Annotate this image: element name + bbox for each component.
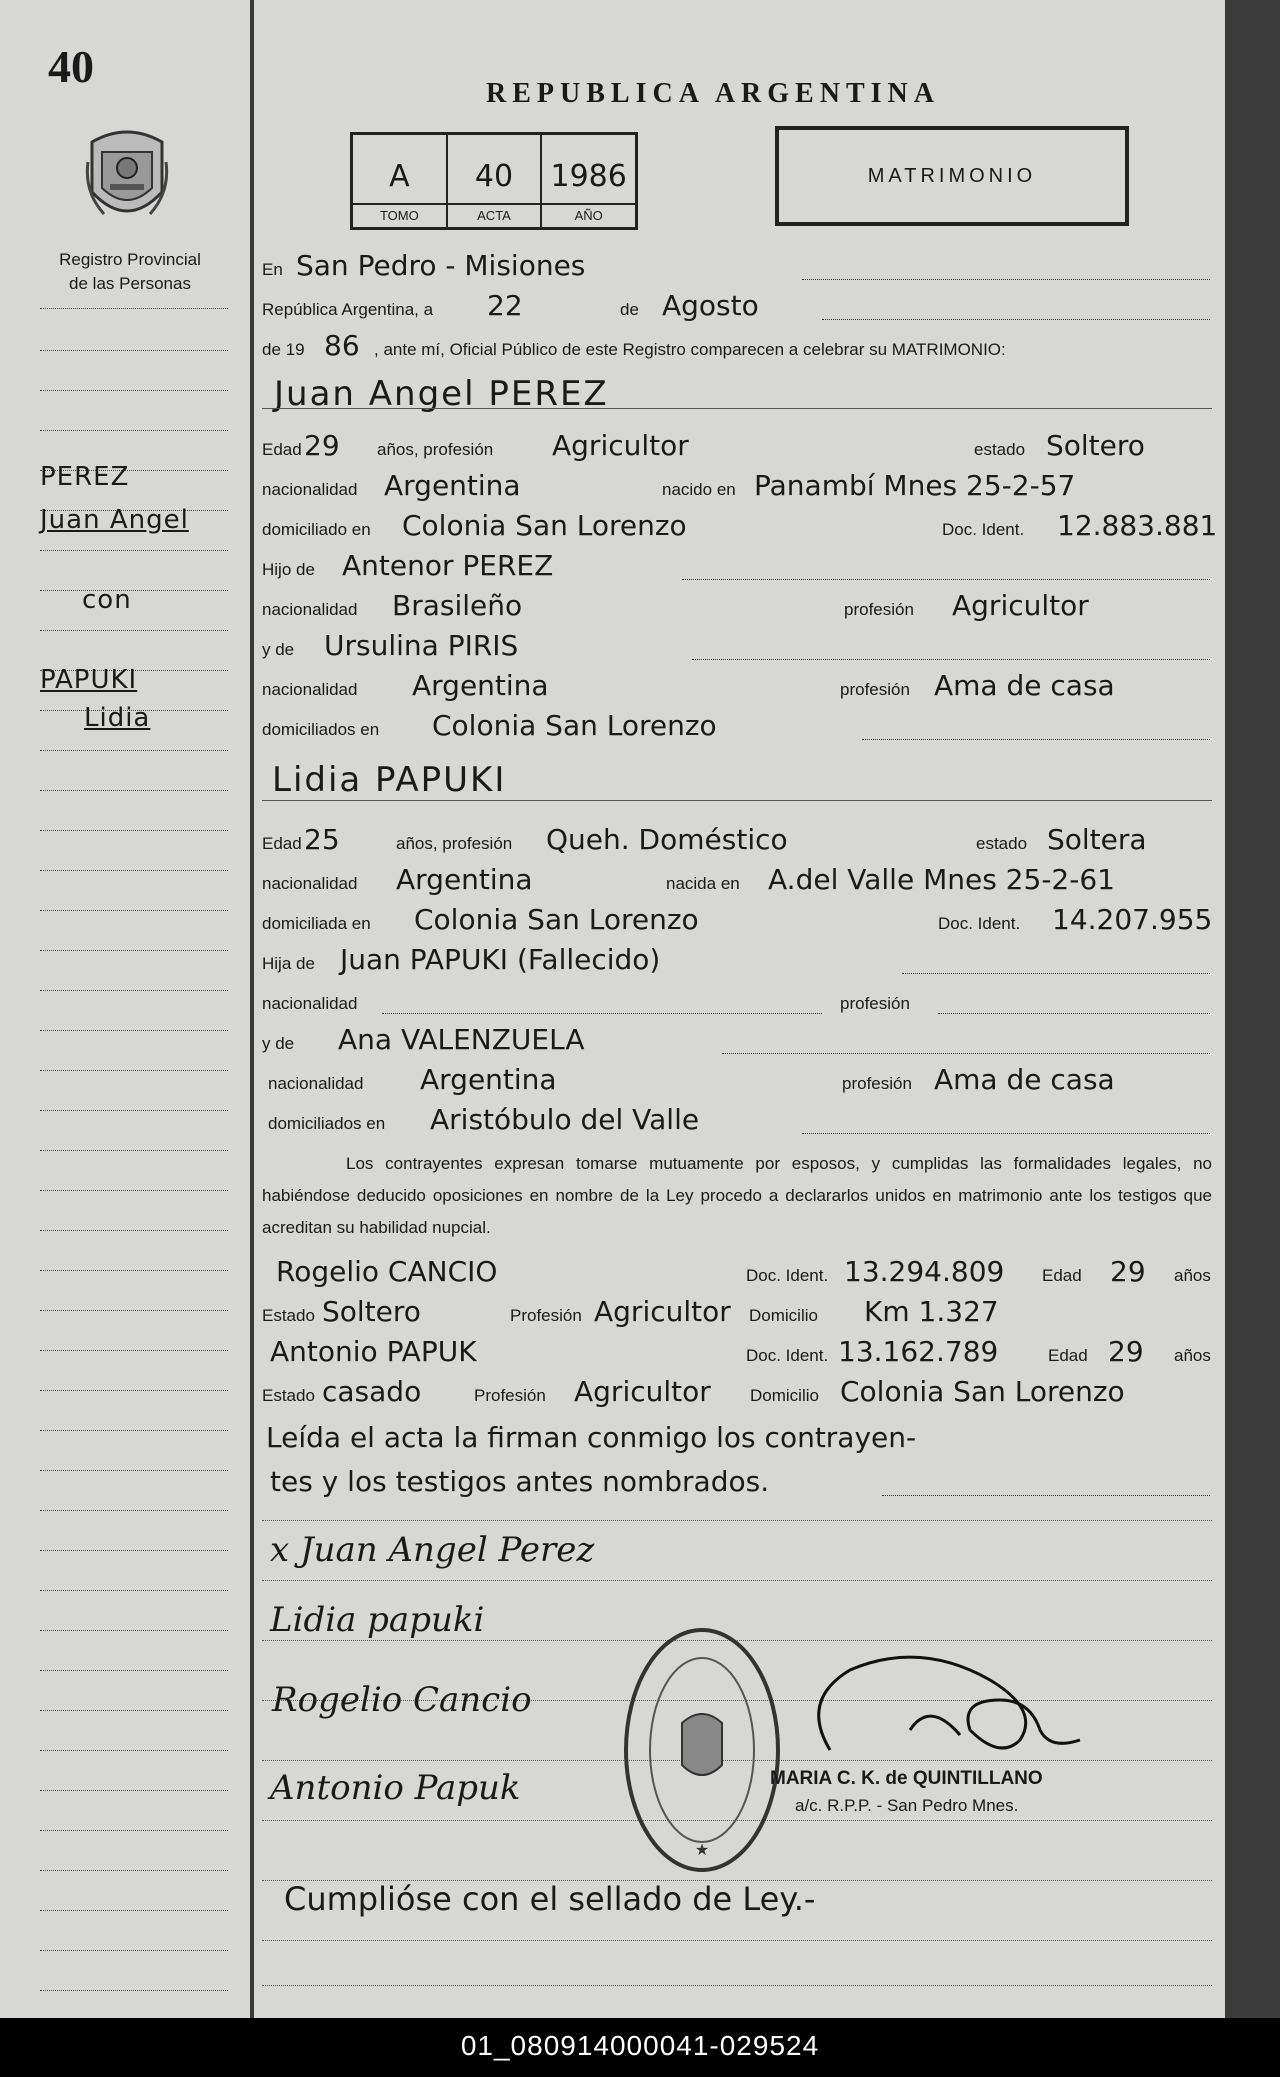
dotted-line [822,319,1210,320]
groom-nacido: Panambí Mnes 25-2-57 [754,469,1076,502]
bride-edad-row [262,822,1212,858]
estado-label: estado [974,440,1026,459]
ruled-line [262,408,1212,409]
bride-madre-nacionalidad: Argentina [420,1063,557,1096]
groom-madre-row [262,628,1212,664]
margin-dotline [40,1190,228,1191]
margin-dotline [40,308,228,309]
witness1-profesion: Agricultor [594,1295,731,1328]
domiciliados-label: domiciliados en [262,720,380,739]
dotted-line [692,659,1210,660]
margin-name-2: Lidia [84,703,151,733]
tomo-value: A [389,159,410,194]
edad-label: Edad [262,834,302,853]
margin-dotline [40,1670,228,1671]
ano-label: AÑO [542,203,635,227]
margin-dotline [40,1950,228,1951]
groom-padre-profesion: Agricultor [952,589,1089,622]
column-divider [250,0,254,2018]
scan-file-id: 01_080914000041-029524 [460,2030,820,2061]
dotted-line [862,739,1210,740]
margin-dotline [40,1470,228,1471]
year-label: de 19 [262,340,305,359]
dotted-line [722,1053,1210,1054]
closing-line-2: tes y los testigos antes nombrados. [270,1465,770,1498]
dotted-line [682,579,1210,580]
witness2-domicilio: Colonia San Lorenzo [840,1375,1125,1408]
groom-padres-domicilio: Colonia San Lorenzo [432,709,717,742]
margin-dotline [40,1830,228,1831]
witness2-name: Antonio PAPUK [270,1335,477,1368]
svg-text:★: ★ [694,1842,710,1859]
margin-dotline [40,1310,228,1311]
ano-value: 1986 [550,159,627,194]
margin-dotline [40,1710,228,1711]
margin-dotline [40,990,228,991]
hijo-label: Hijo de [262,560,315,579]
domicilio-label: Domicilio [749,1306,818,1325]
republica-label: República Argentina, a [262,300,434,319]
signature-witness1: Rogelio Cancio [272,1680,532,1720]
profesion-label: Profesión [474,1386,546,1405]
bride-doc: 14.207.955 [1052,903,1213,936]
margin-dotline [40,1430,228,1431]
profesion-label: profesión [842,1074,912,1093]
official-stamp-role: a/c. R.P.P. - San Pedro Mnes. [795,1796,1019,1815]
margin-con: con [82,585,132,615]
acta-label: ACTA [448,203,541,227]
nacionalidad-label: nacionalidad [262,480,358,499]
witness1-detail-row [262,1294,1212,1330]
groom-edad: 29 [304,429,340,462]
groom-padre-nacionalidad: Brasileño [392,589,523,622]
dotted-line [902,973,1210,974]
margin-dotline [40,630,228,631]
nacionalidad-label: nacionalidad [262,874,358,893]
margin-dotline [40,1750,228,1751]
margin-dotline [40,790,228,791]
nacionalidad-label: nacionalidad [262,600,358,619]
edad-label: Edad [1042,1266,1082,1285]
ruled-line [262,1580,1212,1581]
closing-line-1-row [262,1414,1212,1456]
groom-estado: Soltero [1046,429,1145,462]
intro-month: Agosto [662,289,759,322]
groom-nac-row [262,468,1212,504]
margin-dotline [40,1030,228,1031]
groom-padre: Antenor PEREZ [342,549,554,582]
act-type-box: MATRIMONIO [775,126,1129,226]
doc-label: Doc. Ident. [938,914,1021,933]
margin-dotline [40,350,228,351]
dotted-line [802,279,1210,280]
nacida-label: nacida en [666,874,740,893]
margin-surname-2: PAPUKI [40,665,138,695]
bride-padre: Juan PAPUKI (Fallecido) [340,943,661,976]
tomo-label: TOMO [353,203,446,227]
margin-dotline [40,1630,228,1631]
de-label: de [620,300,639,319]
anos-label: años [1174,1346,1211,1365]
nacionalidad-label: nacionalidad [262,994,358,1013]
dotted-line [938,1013,1210,1014]
intro-place-row [262,248,1212,284]
witness1-doc: 13.294.809 [844,1255,1005,1288]
registry-label-line2: de las Personas [69,274,191,293]
domiciliada-label: domiciliada en [262,914,371,933]
margin-dotline [40,1550,228,1551]
bride-name: Lidia PAPUKI [272,760,507,800]
witness2-detail-row [262,1374,1212,1410]
groom-name: Juan Angel PEREZ [274,374,609,414]
signature-groom: x Juan Angel Perez [270,1530,595,1570]
margin-surname-1: PEREZ [40,462,130,492]
groom-domicilio: Colonia San Lorenzo [402,509,687,542]
doc-label: Doc. Ident. [746,1266,829,1285]
profesion-label: profesión [840,680,910,699]
margin-dotline [40,950,228,951]
groom-madre-nac-row [262,668,1212,704]
anos-label: años [1174,1266,1211,1285]
bride-profesion: Queh. Doméstico [546,823,788,856]
witness1-estado: Soltero [322,1295,421,1328]
bride-edad: 25 [304,823,340,856]
dotted-line [382,1013,822,1014]
profesion-label: profesión [844,600,914,619]
groom-madre-profesion: Ama de casa [934,669,1115,702]
intro-year: 86 [324,329,360,362]
signature-bride: Lidia papuki [270,1600,485,1640]
bride-nacida: A.del Valle Mnes 25-2-61 [768,863,1115,896]
dotted-line [882,1495,1210,1496]
groom-nacionalidad: Argentina [384,469,521,502]
groom-padre-row [262,548,1212,584]
margin-dotline [40,1510,228,1511]
anos-profesion-label: años, profesión [396,834,513,853]
bride-domicilio: Colonia San Lorenzo [414,903,699,936]
witness2-estado: casado [322,1375,422,1408]
ruled-line [262,800,1212,801]
margin-dotline [40,1270,228,1271]
margin-dotline [40,1590,228,1591]
margin-dotline [40,910,228,911]
dotted-line [802,1133,1210,1134]
domiciliados-label: domiciliados en [268,1114,386,1133]
bride-padres-domicilio: Aristóbulo del Valle [430,1103,700,1136]
margin-dotline [40,1230,228,1231]
witness2-row [262,1334,1212,1370]
margin-dotline [40,870,228,871]
bride-estado: Soltera [1047,823,1147,856]
margin-dotline [40,1390,228,1391]
margin-dotline [40,430,228,431]
margin-dotline [40,1990,228,1991]
intro-date-row [262,288,1212,324]
domiciliado-label: domiciliado en [262,520,371,539]
bride-madre-profesion: Ama de casa [934,1063,1115,1096]
scan-edge [1225,0,1280,2018]
groom-doc: 12.883.881 [1057,509,1218,542]
groom-dom-row [262,508,1218,544]
witness2-doc: 13.162.789 [838,1335,999,1368]
page-number: 40 [48,41,94,92]
official-stamp-name: MARIA C. K. de QUINTILLANO [770,1768,1043,1789]
y-de-label: y de [262,1034,295,1053]
margin-dotline [40,1910,228,1911]
witness1-domicilio: Km 1.327 [864,1295,999,1328]
hija-label: Hija de [262,954,315,973]
bride-padre-nac-row [262,982,1212,1018]
en-label: En [262,260,283,279]
country-title: REPUBLICA ARGENTINA [486,78,940,109]
ruled-line [262,1985,1212,1986]
margin-dotline [40,830,228,831]
declaration-text: Los contrayentes expresan tomarse mutuamente por esposos, y cumplidas las formalidades legales, no habiéndose deducido oposiciones en nombre de la Ley procedo a declararlos unidos en matrimonio ante los testigos que acreditan su habilidad nupcial. [262,1154,1212,1237]
margin-dotline [40,1350,228,1351]
province-crest-icon [84,122,170,230]
nacido-label: nacido en [662,480,736,499]
y-de-label: y de [262,640,295,659]
bride-nac-row [262,862,1212,898]
ruled-line [262,1520,1212,1521]
edad-label: Edad [262,440,302,459]
edad-label: Edad [1048,1346,1088,1365]
witness2-profesion: Agricultor [574,1375,711,1408]
registry-label-line1: Registro Provincial [59,250,201,269]
groom-edad-row [262,428,1212,464]
margin-dotline [40,1070,228,1071]
intro-place: San Pedro - Misiones [296,249,586,282]
bride-dom-row [262,902,1212,938]
estado-label: Estado [262,1386,315,1405]
groom-madre-nacionalidad: Argentina [412,669,549,702]
profesion-label: profesión [840,994,910,1013]
nacionalidad-label: nacionalidad [268,1074,364,1093]
groom-padres-dom-row [262,708,1212,744]
margin-dotline [40,590,228,591]
intro-day: 22 [487,289,523,322]
doc-label: Doc. Ident. [746,1346,829,1365]
margin-dotline [40,1870,228,1871]
intro-year-row [262,328,1212,364]
ano-cell [542,135,635,227]
groom-name-row [262,372,1212,416]
closing-line-1: Leída el acta la firman conmigo los contrayen- [266,1421,917,1454]
profesion-label: Profesión [510,1306,582,1325]
anos-profesion-label: años, profesión [377,440,494,459]
final-note: Cumplióse con el sellado de Ley.- [284,1880,816,1918]
groom-madre: Ursulina PIRIS [324,629,519,662]
bride-name-row [262,758,1212,802]
registry-seal-icon [622,1625,782,1875]
left-margin-column [0,0,250,2018]
acta-value: 40 [474,159,514,194]
intro-text: , ante mí, Oficial Público de este Registro comparecen a celebrar su MATRIMONIO: [374,340,1006,359]
doc-label: Doc. Ident. [942,520,1025,539]
witness1-name: Rogelio CANCIO [276,1255,498,1288]
signature-witness2: Antonio Papuk [270,1768,521,1808]
bride-nacionalidad: Argentina [396,863,533,896]
groom-padre-nac-row [262,588,1212,624]
acta-cell [448,135,543,227]
bride-madre-row [262,1022,1212,1058]
margin-dotline [40,750,228,751]
margin-dotline [40,390,228,391]
witness2-edad: 29 [1108,1335,1144,1368]
ruled-line [262,1940,1212,1941]
bride-padres-dom-row [262,1102,1212,1138]
witness1-row [262,1254,1212,1290]
groom-profesion: Agricultor [552,429,689,462]
estado-label: Estado [262,1306,315,1325]
margin-dotline [40,1790,228,1791]
tomo-acta-ano-box [350,132,638,230]
nacionalidad-label: nacionalidad [262,680,358,699]
margin-dotline [40,1110,228,1111]
witness1-edad: 29 [1110,1255,1146,1288]
margin-dotline [40,1150,228,1151]
official-signature-icon [790,1640,1090,1780]
margin-name-1: Juan Angel [40,505,189,535]
closing-line-2-row [262,1458,1212,1500]
margin-dotline [40,550,228,551]
bride-madre-nac-row [262,1062,1212,1098]
estado-label: estado [976,834,1028,853]
domicilio-label: Domicilio [750,1386,819,1405]
tomo-cell [353,135,448,227]
bride-padre-row [262,942,1212,978]
bride-madre: Ana VALENZUELA [338,1023,585,1056]
